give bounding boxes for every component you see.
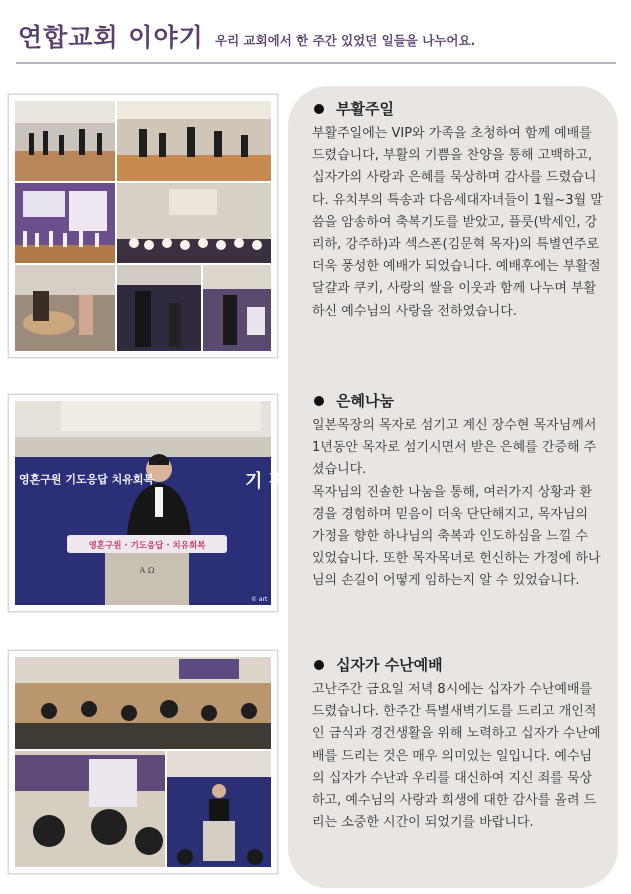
section-body bbox=[312, 123, 604, 323]
section-cross-service bbox=[304, 654, 604, 834]
page-title: 연합교회 이야기 bbox=[18, 23, 204, 52]
testimony-photo bbox=[8, 394, 287, 612]
page-subtitle: 우리 교회에서 한 주간 있었던 일들을 나누어요. bbox=[215, 33, 476, 48]
bullet-icon bbox=[314, 396, 324, 406]
cross-service-photo-collage bbox=[8, 650, 278, 874]
section-title: 부활주일 bbox=[336, 100, 394, 118]
section-easter bbox=[304, 98, 604, 323]
section-body bbox=[312, 679, 604, 834]
easter-photo-collage bbox=[8, 94, 278, 358]
bullet-icon bbox=[314, 660, 324, 670]
section-grace-sharing bbox=[304, 390, 604, 593]
section-title: 은혜나눔 bbox=[336, 392, 394, 410]
svg-text:A Ω: A Ω bbox=[139, 566, 155, 575]
section-body bbox=[312, 415, 604, 593]
photo-watermark: © art bbox=[251, 596, 268, 603]
section-paragraph: 목자님의 진솔한 나눔을 통해, 여러가지 상황과 환경을 경험하며 믿음이 더욱 단단해지고, 목자님의 가정을 향한 하나님의 축복과 인도하심을 느낄 수 있었습니다. 또한 목자목녀로 헌신하는 가정에 하나님의 손길이 어떻게 임하는지 알 수 있었습니다. bbox=[312, 484, 601, 589]
banner-left-text: 영혼구원 기도응답 치유회복 bbox=[19, 473, 155, 486]
section-paragraph: 고난주간 금요일 저녁 8시에는 십자가 수난예배를 드렸습니다. 한주간 특별새벽기도를 드리고 개인적인 금식과 경건생활을 위해 노력하고 십자가 수난예배를 드리는 것은 매우 의미있는 일입니다. 예수님의 십자가 수난과 우리를 대신하여 지신 죄를 묵상하고, 예수님의 사랑과 희생에 대한 감사를 올려 드리는 소중한 시간이 되었기를 바랍니다. bbox=[312, 682, 601, 831]
testimony-image bbox=[9, 395, 287, 611]
banner-right-text: 기 적 bbox=[245, 471, 287, 492]
cross-service-collage-image bbox=[9, 651, 277, 873]
podium-label: 영혼구원 · 기도응답 · 치유회복 bbox=[88, 541, 206, 551]
section-title: 십자가 수난예배 bbox=[336, 656, 443, 674]
page-header bbox=[0, 0, 631, 64]
easter-collage-image bbox=[9, 95, 277, 357]
section-paragraph: 일본목장의 목자로 섬기고 계신 장수현 목자님께서 1년동안 목자로 섬기시면서 받은 은혜를 간증해 주셨습니다. bbox=[312, 418, 597, 478]
section-paragraph: 부활주일에는 VIP와 가족을 초청하여 함께 예배를 드렸습니다, 부활의 기쁨을 찬양을 통해 고백하고, 십자가의 사랑과 은혜를 묵상하며 감사를 드렸습니다. 유치부의 특송과 다음세대자녀들이 1월~3월 말씀을 암송하여 축복기도를 받았고, 플룻(박세인, 강리하, 강주하)과 섹스폰(김문혁 목자)의 특별연주로 더욱 풍성한 예배가 되었습니다. 예배후에는 부활절 달걀과 쿠키, 사랑의 쌀을 이웃과 함께 나누며 부활하신 예수님의 사랑을 전하였습니다. bbox=[312, 126, 603, 319]
header-divider bbox=[16, 62, 616, 64]
bullet-icon bbox=[314, 104, 324, 114]
